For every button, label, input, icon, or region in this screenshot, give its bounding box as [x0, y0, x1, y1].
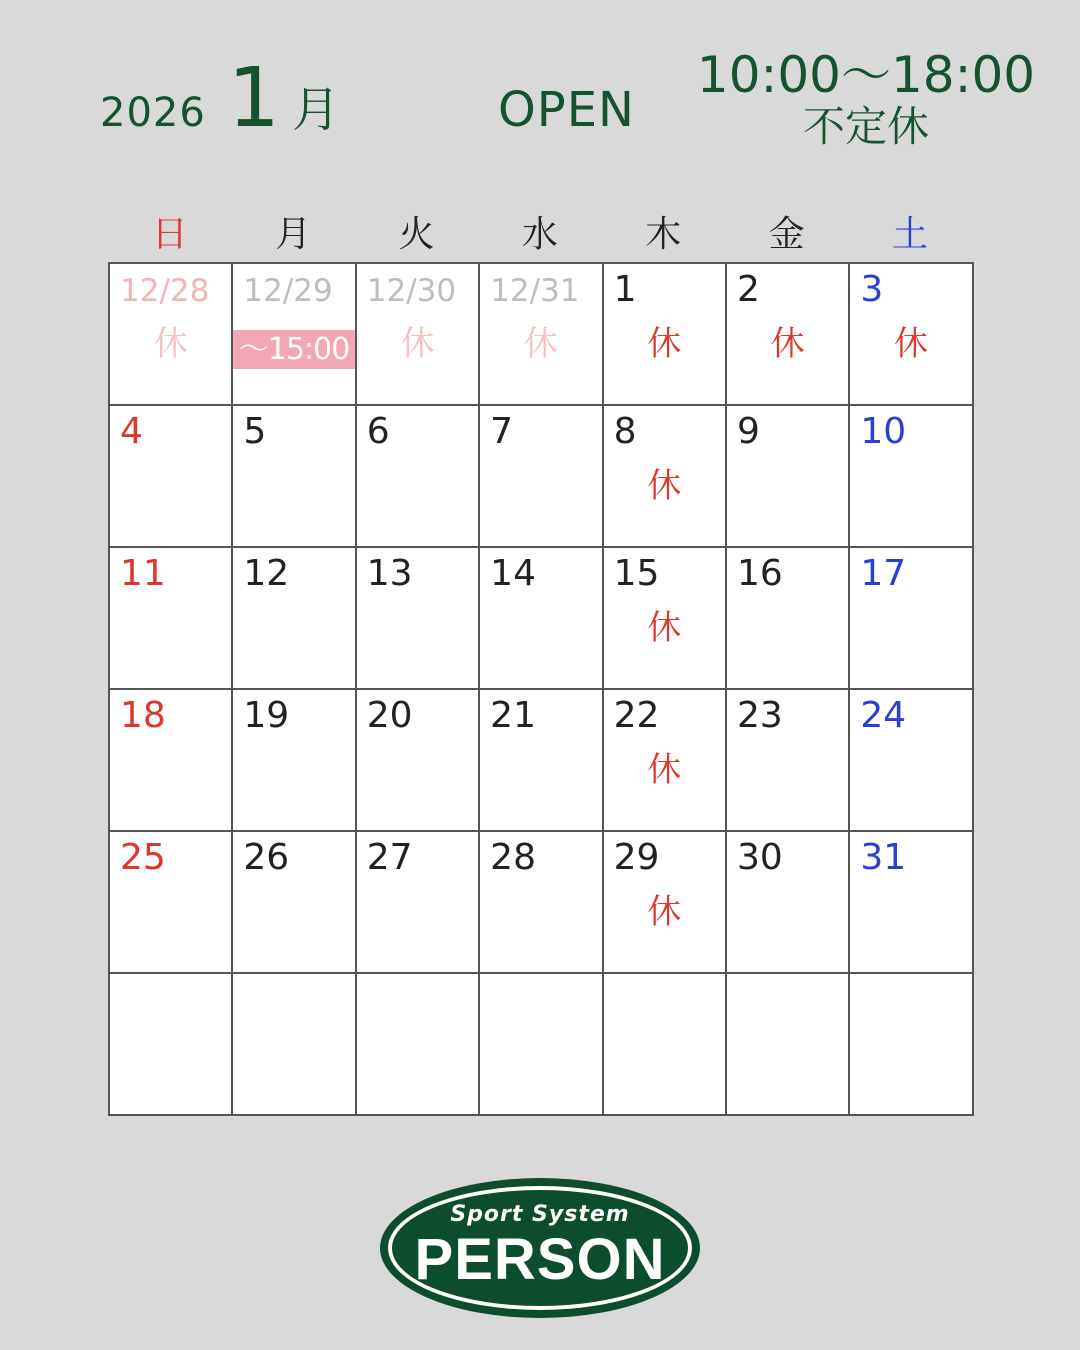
calendar-day-cell[interactable] — [850, 974, 973, 1116]
day-number: 23 — [736, 695, 783, 736]
calendar-day-cell[interactable] — [357, 264, 480, 406]
calendar-day-cell[interactable] — [727, 406, 850, 548]
day-number: 14 — [490, 553, 536, 594]
day-number: 17 — [860, 553, 907, 594]
day-number: 26 — [243, 837, 290, 878]
open-label: OPEN — [498, 82, 635, 138]
calendar-day-cell[interactable] — [727, 264, 850, 406]
calendar-day-cell[interactable] — [357, 690, 480, 832]
logo-subtitle: Sport System — [450, 1202, 630, 1227]
day-number: 19 — [243, 695, 290, 736]
calendar-week-row — [110, 832, 974, 974]
calendar-week-row — [110, 264, 974, 406]
calendar-day-cell[interactable] — [850, 690, 973, 832]
hours-block — [676, 48, 1056, 150]
day-number: 22 — [613, 695, 660, 736]
calendar-day-cell[interactable] — [850, 832, 973, 974]
calendar-day-cell[interactable] — [357, 974, 480, 1116]
calendar-week-row — [110, 406, 974, 548]
weekday-fri: 金 — [768, 214, 805, 255]
calendar-day-cell[interactable] — [727, 832, 850, 974]
calendar-day-cell[interactable] — [727, 974, 850, 1116]
calendar-day-cell[interactable] — [480, 690, 603, 832]
day-number: 5 — [243, 411, 267, 452]
calendar-day-cell[interactable] — [357, 406, 480, 548]
month-kanji: 月 — [291, 82, 340, 138]
calendar-day-cell[interactable] — [233, 974, 356, 1116]
day-number: 10 — [860, 411, 907, 452]
calendar-day-cell[interactable] — [110, 264, 233, 406]
day-number: 25 — [120, 837, 166, 878]
calendar-week-row — [110, 548, 974, 690]
day-number: 4 — [120, 411, 143, 452]
calendar-day-cell[interactable] — [727, 690, 850, 832]
day-note: 休 — [647, 608, 682, 648]
day-note: 休 — [523, 324, 558, 364]
calendar-day-cell[interactable] — [480, 548, 603, 690]
year-label: 2026 — [100, 90, 206, 136]
day-number: 12 — [243, 553, 290, 594]
calendar-day-cell[interactable] — [233, 690, 356, 832]
day-number: 12/30 — [366, 273, 457, 309]
calendar-day-cell[interactable] — [233, 406, 356, 548]
brand-logo — [380, 1178, 700, 1318]
day-number: 29 — [613, 837, 660, 878]
day-number: 11 — [120, 553, 166, 594]
weekday-mon: 月 — [275, 214, 312, 255]
calendar-day-cell[interactable] — [233, 548, 356, 690]
calendar-day-cell[interactable] — [850, 264, 973, 406]
calendar-day-cell[interactable] — [604, 832, 727, 974]
calendar-day-cell[interactable] — [110, 832, 233, 974]
weekday-sat: 土 — [892, 214, 929, 255]
day-number: 12/28 — [120, 273, 210, 309]
weekday-sun: 日 — [151, 214, 188, 255]
calendar-day-cell[interactable] — [850, 548, 973, 690]
calendar-day-cell[interactable] — [604, 548, 727, 690]
month-number: 1 — [227, 51, 280, 146]
day-number: 24 — [860, 695, 907, 736]
calendar-day-cell[interactable] — [480, 406, 603, 548]
day-number: 9 — [736, 411, 760, 452]
logo-wordmark: PERSON — [414, 1227, 666, 1292]
day-number: 16 — [736, 553, 783, 594]
calendar-day-cell[interactable] — [233, 832, 356, 974]
calendar-day-cell[interactable] — [233, 264, 356, 406]
weekday-tue: 火 — [398, 214, 435, 255]
weekday-wed: 水 — [521, 214, 558, 255]
day-number: 12/31 — [490, 273, 580, 309]
day-number: 3 — [860, 269, 884, 310]
weekday-thu: 木 — [645, 214, 682, 255]
day-number: 21 — [490, 695, 536, 736]
calendar-day-cell[interactable] — [357, 832, 480, 974]
day-note: 休 — [647, 466, 682, 506]
day-number: 2 — [736, 269, 760, 310]
calendar-day-cell[interactable] — [480, 264, 603, 406]
month-title — [100, 51, 340, 146]
day-number: 15 — [613, 553, 660, 594]
day-number: 12/29 — [243, 273, 333, 309]
day-number: 6 — [366, 411, 390, 452]
day-number: 8 — [613, 411, 637, 452]
day-note: 休 — [400, 324, 435, 364]
day-note: 休 — [153, 324, 188, 364]
day-note: 〜15:00 — [233, 330, 354, 369]
day-note: 休 — [647, 750, 682, 790]
day-note: 休 — [647, 324, 682, 364]
day-number: 31 — [860, 837, 907, 878]
day-note: 休 — [894, 324, 929, 364]
day-number: 7 — [490, 411, 514, 452]
calendar-week-row — [110, 974, 974, 1116]
opening-hours: 10:00〜18:00 — [696, 46, 1036, 104]
weekday-header-row — [108, 206, 972, 257]
day-number: 13 — [366, 553, 413, 594]
calendar-day-cell[interactable] — [850, 406, 973, 548]
calendar-day-cell[interactable] — [604, 974, 727, 1116]
calendar-day-cell[interactable] — [604, 406, 727, 548]
calendar-day-cell[interactable] — [727, 548, 850, 690]
calendar-day-cell[interactable] — [480, 974, 603, 1116]
calendar-day-cell[interactable] — [604, 690, 727, 832]
day-note: 休 — [770, 324, 805, 364]
day-number: 30 — [736, 837, 783, 878]
day-number: 18 — [120, 695, 166, 736]
calendar-header — [0, 0, 1080, 180]
calendar-grid — [108, 262, 974, 1116]
calendar-day-cell[interactable] — [357, 548, 480, 690]
day-note: 休 — [647, 892, 682, 932]
calendar-week-row — [110, 690, 974, 832]
day-number: 28 — [490, 837, 536, 878]
calendar-day-cell[interactable] — [604, 264, 727, 406]
closed-note: 不定休 — [802, 102, 929, 151]
calendar-day-cell[interactable] — [110, 974, 233, 1116]
calendar-day-cell[interactable] — [480, 832, 603, 974]
day-number: 1 — [613, 269, 637, 310]
day-number: 27 — [366, 837, 413, 878]
calendar-day-cell[interactable] — [110, 690, 233, 832]
calendar-day-cell[interactable] — [110, 548, 233, 690]
calendar-day-cell[interactable] — [110, 406, 233, 548]
day-number: 20 — [366, 695, 413, 736]
